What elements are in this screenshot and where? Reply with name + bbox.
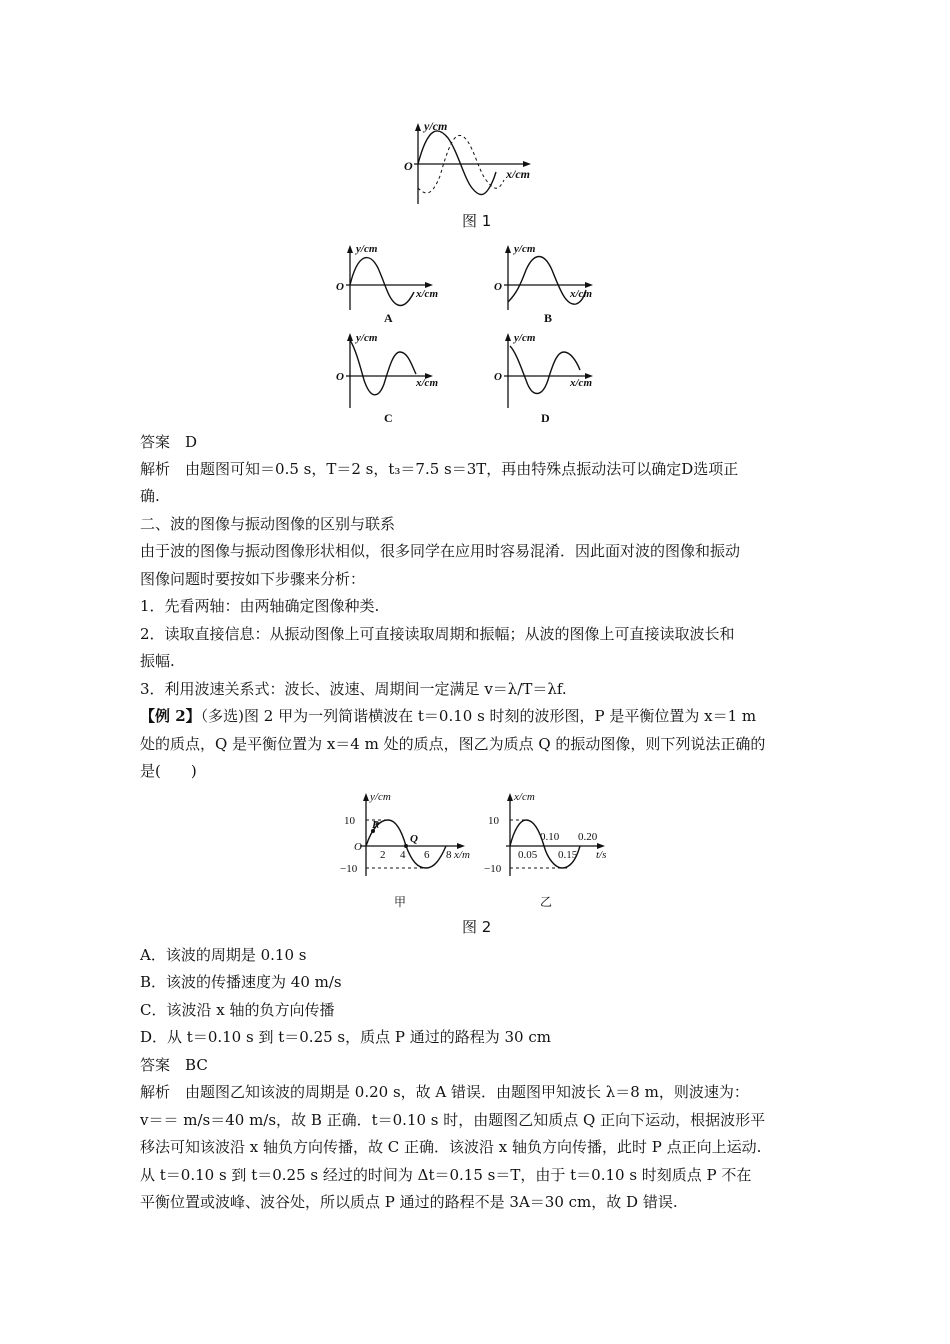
option-b-graph — [494, 243, 593, 325]
svg-text:y/cm: y/cm — [514, 243, 536, 255]
analysis-2-line2: v＝＝ m/s＝40 m/s，故 B 正确．t＝0.10 s 时，由题图乙知质点 Q 正向下运动，根据波形平 — [140, 1111, 766, 1129]
svg-text:4: 4 — [400, 849, 406, 861]
svg-text:8: 8 — [446, 849, 452, 861]
section-2-title: 二、波的图像与振动图像的区别与联系 — [140, 515, 396, 533]
svg-text:x/cm: x/cm — [416, 377, 438, 389]
figure-2 — [330, 788, 630, 914]
answer-2: 答案 BC — [140, 1056, 208, 1074]
svg-text:y/cm: y/cm — [356, 332, 378, 344]
option-figures — [330, 240, 620, 430]
svg-text:O: O — [336, 371, 344, 383]
fig2-right-graph — [484, 791, 606, 909]
option-c-label: C — [384, 411, 393, 425]
section-2-intro2: 图像问题时要按如下步骤来分析： — [140, 570, 366, 588]
option-c-graph — [336, 332, 438, 425]
section-2-step1: 1．先看两轴：由两轴确定图像种类. — [140, 597, 380, 615]
svg-text:x/m: x/m — [454, 849, 470, 861]
svg-text:y/cm: y/cm — [356, 243, 378, 255]
svg-text:y/cm: y/cm — [370, 791, 391, 803]
section-2-step3: 3．利用波速关系式：波长、波速、周期间一定满足 v＝λ/T＝λf. — [140, 680, 567, 698]
fig2-right-name: 乙 — [540, 895, 553, 909]
choice-b: B．该波的传播速度为 40 m/s — [140, 973, 342, 991]
svg-text:6: 6 — [424, 849, 430, 861]
svg-text:O: O — [354, 841, 362, 853]
answer-1: 答案 D — [140, 433, 198, 451]
option-d-label: D — [541, 411, 550, 425]
svg-text:x/cm: x/cm — [416, 288, 438, 300]
example-2-line2: 处的质点，Q 是平衡位置为 x＝4 m 处的质点，图乙为质点 Q 的振动图像，则下列说法正确的 — [140, 735, 766, 753]
svg-text:−10: −10 — [484, 863, 502, 875]
svg-text:O: O — [494, 281, 502, 293]
option-a-label: A — [384, 311, 393, 325]
fig1-caption: 图 1 — [462, 212, 492, 230]
choice-a: A．该波的周期是 0.10 s — [140, 946, 307, 964]
point-p-label: P — [372, 819, 379, 831]
analysis-2-line5: 平衡位置或波峰、波谷处，所以质点 P 通过的路程不是 3A＝30 cm，故 D 错误. — [140, 1193, 678, 1211]
svg-text:x/cm: x/cm — [514, 791, 535, 803]
svg-text:0.10: 0.10 — [540, 831, 560, 843]
fig1-origin: O — [404, 159, 413, 173]
section-2-intro1: 由于波的图像与振动图像形状相似，很多同学在应用时容易混淆．因此面对波的图像和振动 — [140, 542, 741, 560]
svg-text:10: 10 — [488, 815, 499, 827]
fig1-x-label: x/cm — [506, 167, 530, 181]
fig2-caption: 图 2 — [462, 918, 492, 936]
example-2-line3: 是( ) — [140, 762, 197, 780]
svg-text:O: O — [336, 281, 344, 293]
fig2-left-name: 甲 — [394, 895, 407, 909]
svg-text:x/cm: x/cm — [570, 288, 592, 300]
analysis-2-line4: 从 t＝0.10 s 到 t＝0.25 s 经过的时间为 Δt＝0.15 s＝T，由于 t＝0.10 s 时刻质点 P 不在 — [140, 1166, 752, 1184]
section-2-step2a: 2．读取直接信息：从振动图像上可直接读取周期和振幅；从波的图像上可直接读取波长和 — [140, 625, 735, 643]
svg-text:0.05: 0.05 — [518, 849, 538, 861]
svg-text:0.20: 0.20 — [578, 831, 598, 843]
fig2-left-ytick-neg10: −10 — [340, 863, 358, 875]
svg-text:2: 2 — [380, 849, 386, 861]
analysis-2-line1: 解析 由题图乙知该波的周期是 0.20 s，故 A 错误．由题图甲知波长 λ＝8 m，则波速为： — [140, 1083, 749, 1101]
option-a-graph — [336, 243, 438, 325]
choice-d: D．从 t＝0.10 s 到 t＝0.25 s，质点 P 通过的路程为 30 cm — [140, 1028, 551, 1046]
analysis-2-line3: 移法可知该波沿 x 轴负方向传播，故 C 正确．该波沿 x 轴负方向传播，此时 P 点正向上运动. — [140, 1138, 762, 1156]
fig1-y-label: y/cm — [424, 119, 448, 133]
svg-text:x/cm: x/cm — [570, 377, 592, 389]
svg-text:0.15: 0.15 — [558, 849, 578, 861]
option-b-label: B — [544, 311, 553, 325]
fig2-left-ytick-10: 10 — [344, 815, 355, 827]
option-d-graph — [494, 332, 593, 425]
svg-text:t/s: t/s — [596, 849, 607, 861]
svg-text:O: O — [494, 371, 502, 383]
section-2-step2b: 振幅. — [140, 652, 175, 670]
choice-c: C．该波沿 x 轴的负方向传播 — [140, 1001, 335, 1019]
figure-1 — [400, 118, 550, 208]
example-2-line1: 【例 2】（多选)图 2 甲为一列简谐横波在 t＝0.10 s 时刻的波形图，P 是平衡位置为 x＝1 m — [140, 707, 757, 725]
fig2-left-graph — [340, 791, 470, 909]
analysis-1-line2: 确. — [140, 487, 160, 505]
svg-text:y/cm: y/cm — [514, 332, 536, 344]
point-q-label: Q — [410, 833, 418, 845]
analysis-1-line1: 解析 由题图可知＝0.5 s，T＝2 s，t₃＝7.5 s＝3T，再由特殊点振动法可以确定D选项正 — [140, 460, 739, 478]
